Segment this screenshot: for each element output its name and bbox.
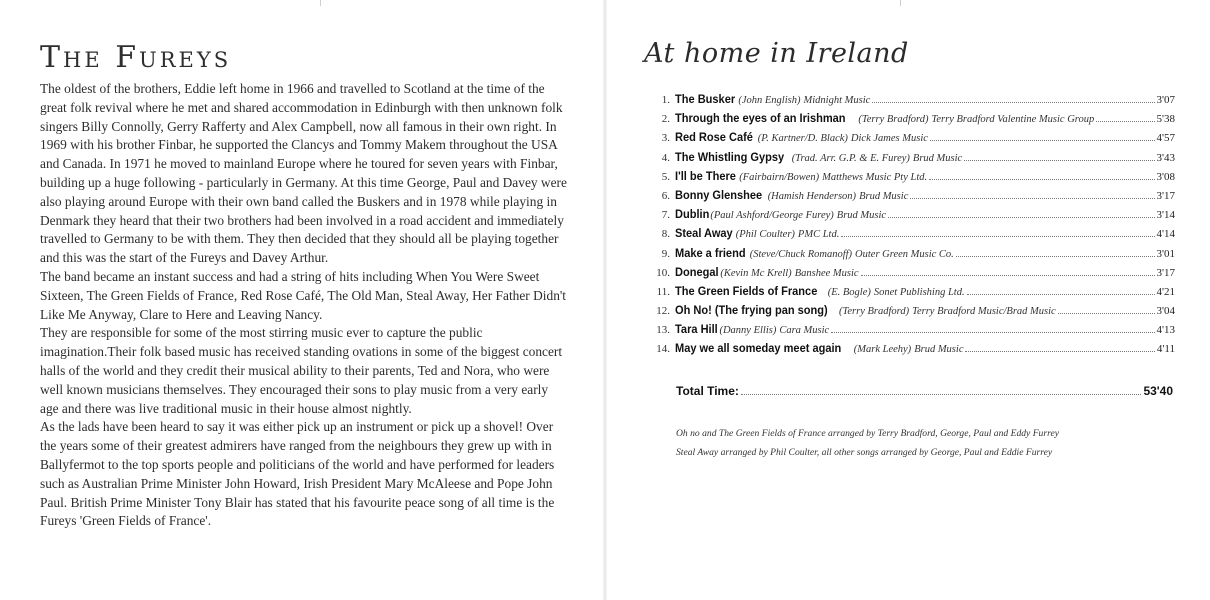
track-number: 6. xyxy=(661,189,670,202)
track-publisher: Dick James Music xyxy=(850,133,928,145)
dot-leader xyxy=(888,208,1154,218)
track-duration: 4'13 xyxy=(1156,324,1175,337)
bio-paragraph: They are responsible for some of the most stirring music ever to capture the public imagination.Their folk based music has received standing ovations in some of the biggest concert halls of the world and they credit their musical ability to their parents, Ted and Nora, who were well known musicians themselves. They encouraged their sons to play music from a very early age and there was live traditional music in their house almost nightly. xyxy=(40,325,563,416)
track-publisher: Brud Music xyxy=(836,210,887,222)
track-publisher: Brud Music xyxy=(912,152,963,164)
track-item xyxy=(645,188,1175,207)
track-duration: 4'11 xyxy=(1156,343,1175,356)
track-title: May we all someday meet again xyxy=(675,341,842,356)
track-publisher: PMC Ltd. xyxy=(797,229,840,241)
track-publisher: Cara Music xyxy=(779,325,830,337)
track-duration: 3'14 xyxy=(1156,209,1175,222)
track-item xyxy=(645,130,1175,149)
crop-mark xyxy=(320,0,321,6)
track-publisher: Banshee Music xyxy=(794,267,859,279)
dot-leader xyxy=(930,131,1155,141)
track-credit: (John English) xyxy=(738,95,801,106)
track-credit: (Steve/Chuck Romanoff) xyxy=(749,248,853,260)
track-duration: 3'01 xyxy=(1156,247,1175,260)
track-duration: 4'57 xyxy=(1156,132,1175,145)
track-item xyxy=(645,322,1175,341)
dot-leader xyxy=(910,189,1154,199)
track-credit: (Terry Bradford) xyxy=(838,306,910,318)
arrangement-note: Steal Away arranged by Phil Coulter, all other songs arranged by George, Paul and Eddie Furrey xyxy=(676,447,1053,458)
track-number: 9. xyxy=(661,247,670,260)
track-title: Dublin xyxy=(675,207,710,222)
track-item xyxy=(645,226,1175,245)
track-number: 4. xyxy=(661,151,670,164)
track-item xyxy=(645,150,1175,169)
track-credit: (Paul Ashford/George Furey) xyxy=(710,210,834,222)
dot-leader xyxy=(967,285,1155,295)
track-item xyxy=(645,265,1175,284)
total-time-row xyxy=(676,384,1173,398)
track-number: 10. xyxy=(656,266,670,279)
track-title: The Busker xyxy=(675,92,736,106)
track-publisher: Terry Bradford Valentine Music Group xyxy=(931,114,1095,126)
total-time-label: Total Time: xyxy=(676,384,739,398)
album-title: At home in Ireland xyxy=(644,38,909,69)
track-duration: 3'43 xyxy=(1156,151,1175,164)
dot-leader xyxy=(956,247,1155,257)
track-item xyxy=(645,284,1175,303)
track-item xyxy=(645,341,1175,360)
track-number: 12. xyxy=(656,305,670,318)
track-duration: 3'17 xyxy=(1156,266,1175,279)
track-item xyxy=(645,92,1175,111)
track-title: Red Rose Café xyxy=(675,130,753,145)
track-title: Bonny Glenshee xyxy=(675,187,763,202)
track-title: Make a friend xyxy=(675,245,746,260)
dot-leader xyxy=(831,323,1154,333)
band-title: The Fureys xyxy=(40,40,232,75)
bio-paragraph: The band became an instant success and had a string of hits including When You Were Sweet Sixteen, The Green Fields of France, Red Rose Café, The Old Man, Steal Away, Her Father Didn't Like Me Anyway, Clare to Here and Leaving Nancy. xyxy=(40,268,567,322)
track-credit: (Trad. Arr. G.P. & E. Furey) xyxy=(791,152,910,164)
track-credit: (Mark Leehy) xyxy=(853,344,912,356)
bio-paragraph: The oldest of the brothers, Eddie left home in 1966 and travelled to Scotland at the time of the great folk revival where he met and shared accommodation in Edinburgh with then unknown folk singers Billy Connolly, Gerry Rafferty and Alex Campbell, now all famous in their own right. In 1969 with his brother Finbar, he supported the Clancys and Tommy Makem throughout the USA and Canada. In 1971 he moved to mainland Europe where he toured for seven years with Finbar, building up a huge following - particularly in Germany. At this time George, Paul and Davey were also playing around Europe with their own band called the Buskers and in 1978 while playing in Denmark they heard that their two brothers had been involved in a road accident and immediately travelled to Germany to be with them. They then decided that they should all be playing together and this was the start of the Fureys and Davey Arthur. xyxy=(40,81,567,266)
track-publisher: Brud Music xyxy=(914,344,964,356)
track-number: 7. xyxy=(661,209,670,222)
dot-leader xyxy=(741,386,1142,395)
track-title: Steal Away xyxy=(675,226,733,241)
track-credit: (Kevin Mc Krell) xyxy=(720,267,792,279)
dot-leader xyxy=(1096,112,1154,122)
track-item xyxy=(645,111,1175,130)
track-credit: (E. Bogle) xyxy=(827,286,871,298)
track-publisher: Sonet Publishing Ltd. xyxy=(873,286,965,298)
track-duration: 3'08 xyxy=(1156,170,1175,183)
track-credit: (Hamish Henderson) xyxy=(767,190,857,202)
track-number: 14. xyxy=(656,343,670,356)
track-duration: 4'21 xyxy=(1156,285,1175,298)
track-number: 3. xyxy=(661,132,670,145)
track-publisher: Matthews Music Pty Ltd. xyxy=(822,171,928,183)
track-title: Tara Hill xyxy=(675,322,718,337)
track-item xyxy=(645,246,1175,265)
dot-leader xyxy=(872,93,1154,103)
track-credit: (Terry Bradford) xyxy=(858,114,929,126)
total-time-value: 53'40 xyxy=(1143,384,1173,398)
track-publisher: Terry Bradford Music/Brad Music xyxy=(912,306,1056,318)
track-number: 8. xyxy=(661,228,670,241)
track-duration: 3'07 xyxy=(1156,94,1175,106)
track-publisher: Midnight Music xyxy=(803,95,871,106)
track-credit: (Fairbairn/Bowen) xyxy=(739,171,820,183)
track-title: Donegal xyxy=(675,264,719,279)
arrangement-note: Oh no and The Green Fields of France arranged by Terry Bradford, George, Paul and Eddy Furrey xyxy=(676,428,1059,439)
track-list xyxy=(645,92,1175,361)
dot-leader xyxy=(841,227,1154,237)
track-item xyxy=(645,207,1175,226)
track-credit: (Phil Coulter) xyxy=(735,229,795,241)
bio-paragraph: As the lads have been heard to say it was either pick up an instrument or pick up a shovel! Over the years some of their greatest admirers have ranged from the neighbours they grew up with in Ballyfermot to the top sports people and politicians of the world and have performed for leaders such as Australian Prime Minister John Howard, Irish President Mary McAleese and Pope John Paul. British Prime Minister Tony Blair has stated that his favourite peace song of all time is the Fureys 'Green Fields of France'. xyxy=(40,419,555,529)
track-number: 11. xyxy=(656,285,670,298)
track-title: The Green Fields of France xyxy=(675,283,818,298)
track-duration: 5'38 xyxy=(1156,113,1175,126)
track-publisher: Brud Music xyxy=(859,190,909,202)
dot-leader xyxy=(861,266,1155,276)
dot-leader xyxy=(1058,304,1155,314)
track-title: I'll be There xyxy=(675,168,736,183)
track-duration: 3'17 xyxy=(1156,189,1175,202)
band-biography xyxy=(40,80,570,531)
track-credit: (Danny Ellis) xyxy=(719,325,777,337)
track-credit: (P. Kartner/D. Black) xyxy=(757,133,848,145)
track-item xyxy=(645,169,1175,188)
dot-leader xyxy=(964,151,1154,161)
dot-leader xyxy=(929,170,1154,180)
track-title: Oh No! (The frying pan song) xyxy=(675,303,828,318)
track-title: The Whistling Gypsy xyxy=(675,149,785,164)
track-number: 1. xyxy=(661,94,670,106)
track-duration: 3'04 xyxy=(1156,305,1175,318)
crop-mark xyxy=(900,0,901,6)
track-title: Through the eyes of an Irishman xyxy=(675,111,846,126)
track-number: 13. xyxy=(656,324,670,337)
arrangement-notes xyxy=(676,424,1176,462)
track-item xyxy=(645,303,1175,322)
track-publisher: Outer Green Music Co. xyxy=(855,248,954,260)
track-number: 2. xyxy=(661,113,670,126)
dot-leader xyxy=(965,342,1154,352)
page-fold xyxy=(603,0,607,600)
track-number: 5. xyxy=(661,170,670,183)
track-duration: 4'14 xyxy=(1156,228,1175,241)
